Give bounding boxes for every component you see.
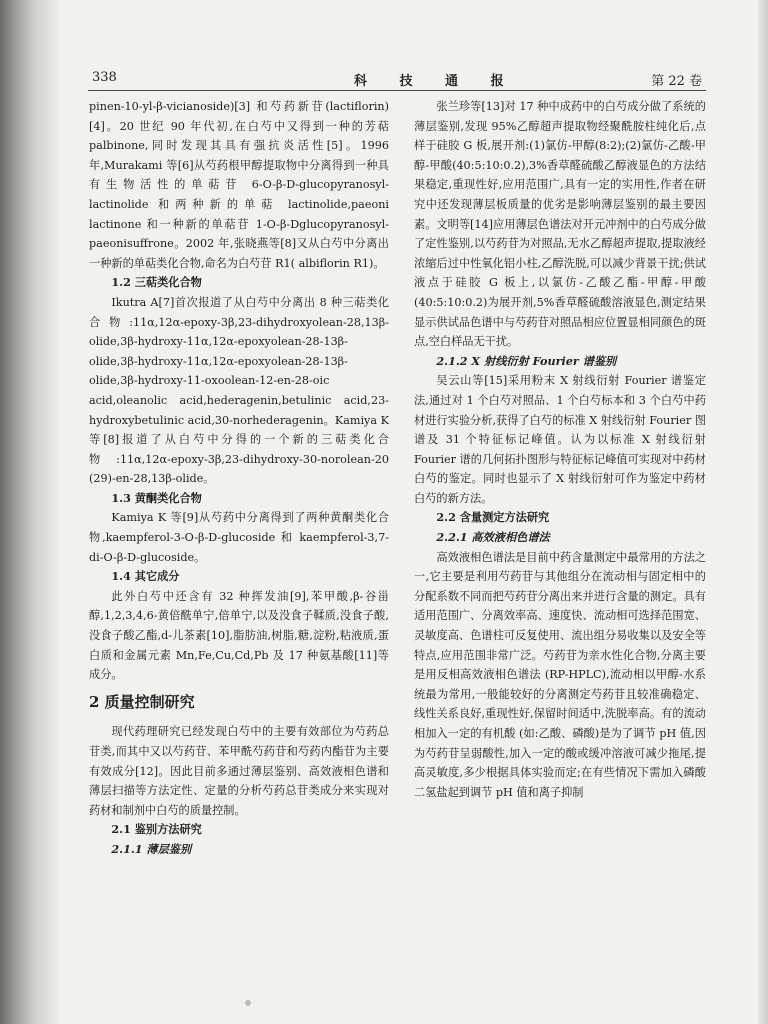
running-header <box>92 70 702 90</box>
subsection-heading: 2.1.1 薄层鉴别 <box>111 841 192 856</box>
section-heading: 1.4 其它成分 <box>111 569 180 584</box>
subsection-heading: 2.1.2 X 射线衍射 Fourier 谱鉴别 <box>436 353 617 368</box>
section-heading: 1.2 三萜类化合物 <box>111 275 202 290</box>
scan-speck <box>245 1000 251 1006</box>
book-spine-shadow <box>0 0 58 1024</box>
page-edge-shadow <box>758 0 768 1024</box>
paragraph: 高效液相色谱法是目前中药含量测定中最常用的方法之一,它主要是利用芍药苷与其他组分在流动相与固定相中的分配系数不同而把芍药苷分离出来并进行含量的测定。具有适用范围广、分离效率高、速度快、流动相可选择范围宽、灵敏度高、色谱柱可反复使用、流出组分易收集以及安全等特点,应用范围非常广泛。芍药苷为亲水性化合物,分离主要是用反相高效液相色谱法 (RP-HPLC),流动相以甲醇-水系统最为常用,一般能较好的分离测定芍药苷且较准确稳定、线性关系良好,重现性好,保留时间适中,洗脱率高。有的流动相加入一定的有机酸 (如:乙酸、磷酸)是为了调节 pH 值,因为芍药苷呈弱酸性,加入一定的酸或缓冲溶液可减少拖尾,提高灵敏度,多少根据具体实验而定;在有些情况下需加入磷酸二氢盐起到调节 pH 值和离子抑制 <box>414 550 706 799</box>
left-column <box>89 97 389 860</box>
right-column <box>414 97 706 802</box>
paragraph: 张兰珍等[13]对 17 种中成药中的白芍成分做了系统的薄层鉴别,发现 95%乙醇超声提取物经聚酰胺柱纯化后,点样于硅胶 G 板,展开剂:(1)氯仿-甲醇(8:2);(2)氯仿-乙酸-甲醇-甲酸(40:5:10:0.2),3%香草醛硫酸乙醇液显色的方法结果稳定,重现性好,应用范围广,具有一定的实用性,作者在研究中还发现薄层板质量的优劣是影响薄层鉴别的最主要因素。文明等[14]应用薄层色谱法对开元冲剂中的白芍成分做了定性鉴别,以芍药苷为对照品,无水乙醇超声提取,提取液经浓缩后过中性氧化铝小柱,乙醇洗脱,可以减少背景干扰;供试液点于硅胶 G 板上,以氯仿-乙酸乙酯-甲醇-甲酸(40:5:10:0.2)为展开剂,5%香草醛硫酸溶液显色,测定结果显示供试品色谱中与芍药苷对照品相应位置显相同颜色的斑点,空白样品无干扰。 <box>414 100 706 349</box>
paragraph: 现代药理研究已经发现白芍中的主要有效部位为芍药总苷类,而其中又以芍药苷、苯甲酰芍药苷和芍药内酯苷为主要有效成分[12]。因此目前多通过薄层鉴别、高效液相色谱和薄层扫描等方法定性、定量的分析芍药总苷类成分来实现对药材和制剂中白芍的质量控制。 <box>89 725 389 817</box>
paragraph: Ikutra A[7]首次报道了从白芍中分离出 8 种三萜类化合物:11α,12α-epoxy-3β,23-dihydroxyolean-28,13β-olide,3β-hydroxy-11α,12α-epoxyolean-28-13β-olide,3β-hydroxy-11α,12α-epoxyolean-28-13β-olide,3β-hydroxy-11-oxoolean-12-en-28-oic acid,oleanolic acid,hederagenin,betulinic acid,23-hydroxybetulinic acid,30-norhederagenin。Kamiya K 等[8]报道了从白芍中分得的一个新的三萜类化合物:11α,12α-epoxy-3β,23-dihydroxy-30-norolean-20 (29)-en-28,13β-olide。 <box>89 295 389 486</box>
chapter-heading: 2 质量控制研究 <box>89 692 195 711</box>
paragraph: pinen-10-yl-β-vicianoside)[3] 和芍药新苷(lactiflorin)[4]。20 世纪 90 年代初,在白芍中又得到一种的芳萜 palbinone,同时发现其具有强抗炎活性[5]。1996 年,Murakami 等[6]从芍药根甲醇提取物中分离得到一种具有生物活性的单萜苷 6-O-β-D-glucopyranosyl-lactinolide 和两种新的单萜 lactinolide,paeoni lactinone 和一种新的单萜苷 1-O-β-Dglucopyranosyl-paeonisuffrone。2002 年,张晓燕等[8]又从白芍中分离出一种新的单萜类化合物,命名为白芍苷 R1( albiflorin R1)。 <box>89 100 389 270</box>
paragraph: Kamiya K 等[9]从芍药中分离得到了两种黄酮类化合物,kaempferol-3-O-β-D-glucoside 和 kaempferol-3,7-di-O-β-D-glucoside。 <box>89 511 389 564</box>
paragraph: 此外白芍中还含有 32 种挥发油[9],苯甲酸,β-谷甾醇,1,2,3,4,6-黄倍酰单宁,倍单宁,以及没食子鞣质,没食子酸,没食子酸乙酯,d-儿茶素[10],脂肪油,树脂,糖,淀粉,粘液质,蛋白质和金属元素 Mn,Fe,Cu,Cd,Pb 及 17 种氨基酸[11]等成分。 <box>89 589 389 682</box>
section-heading: 2.2 含量测定方法研究 <box>436 510 550 525</box>
subsection-heading: 2.2.1 高效液相色谱法 <box>436 530 550 545</box>
section-heading: 1.3 黄酮类化合物 <box>111 490 202 505</box>
header-rule <box>88 90 706 91</box>
journal-title: 科 技 通 报 <box>354 74 518 89</box>
page-number: 338 <box>92 70 117 85</box>
paragraph: 吴云山等[15]采用粉末 X 射线衍射 Fourier 谱鉴定法,通过对 1 个白芍对照品、1 个白芍标本和 3 个白芍中药材进行实验分析,获得了白芍的标准 X 射线衍射 Fourier 图谱及 31 个特征标记峰值。认为以标准 X 射线衍射 Fourier 谱的几何拓扑图形与特征标记峰值可实现对中药材白芍的鉴定。同时也显示了 X 射线衍射可作为鉴定中药材白芍的新方法。 <box>414 374 706 505</box>
section-heading: 2.1 鉴别方法研究 <box>111 822 202 837</box>
volume-label: 第 22 卷 <box>651 74 702 89</box>
